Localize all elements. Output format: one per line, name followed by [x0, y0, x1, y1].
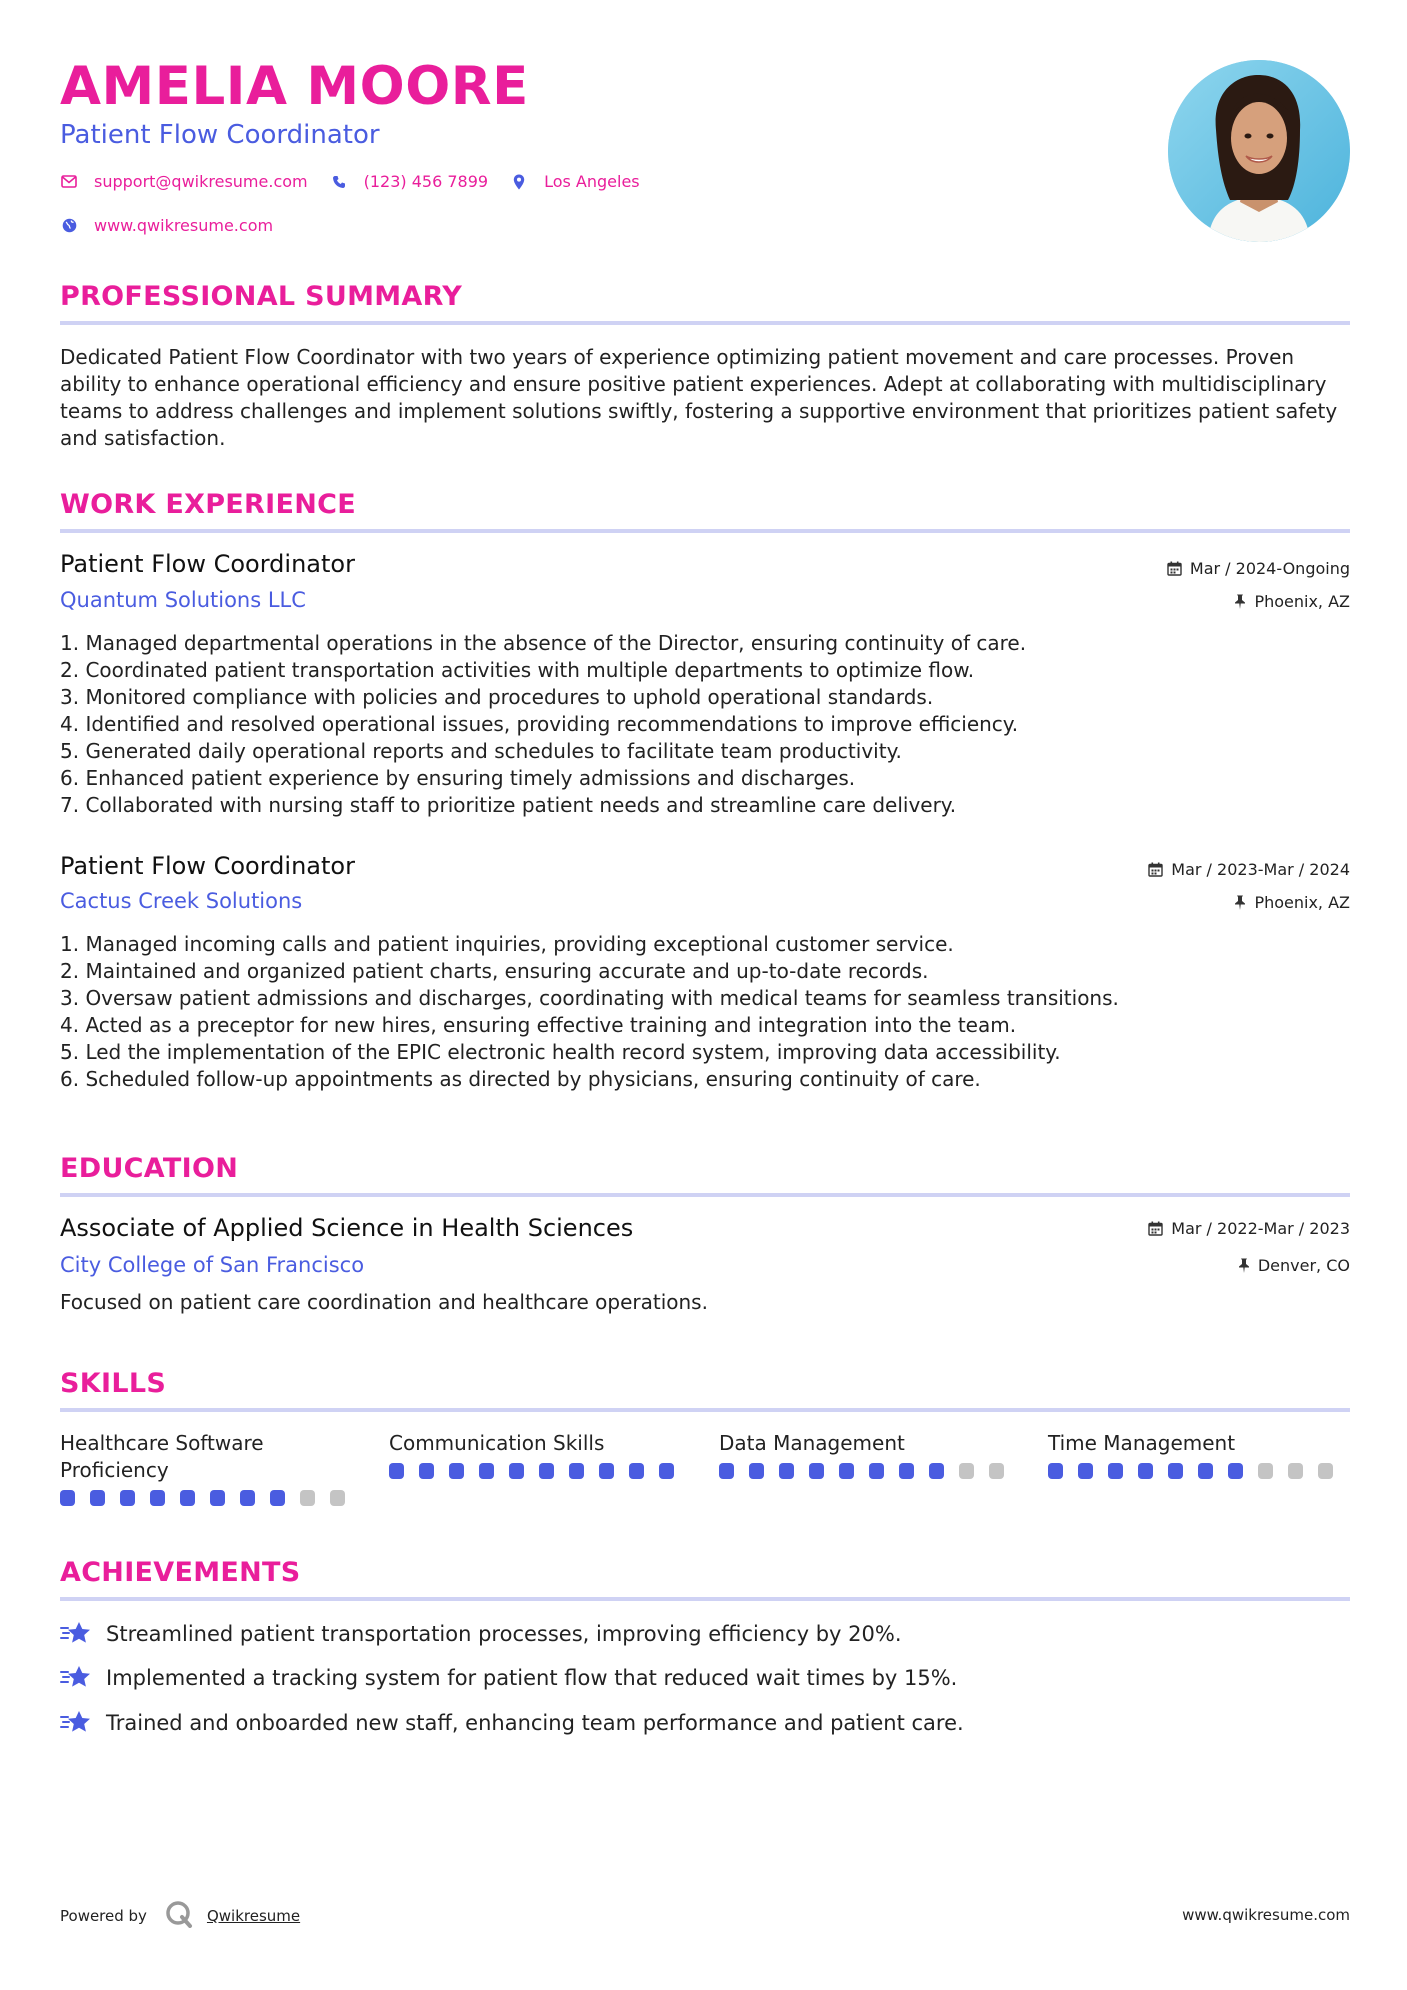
- list-item: 5. Generated daily operational reports and schedules to facilitate team productivity.: [60, 739, 902, 763]
- contact-email[interactable]: [60, 172, 308, 191]
- website-text: www.qwikresume.com: [94, 216, 274, 235]
- profile-photo: [1168, 60, 1350, 242]
- email-text: support@qwikresume.com: [94, 172, 308, 191]
- candidate-role: Patient Flow Coordinator: [60, 120, 380, 150]
- education-location-text: Denver, CO: [1257, 1256, 1350, 1275]
- globe-icon: [60, 217, 78, 235]
- qwikresume-logo-icon: [165, 1900, 193, 1932]
- rating-dot-empty: [959, 1463, 974, 1479]
- list-item: 6. Enhanced patient experience by ensuring timely admissions and discharges.: [60, 766, 856, 790]
- rating-dot-filled: [599, 1463, 614, 1479]
- rating-dot-filled: [1168, 1463, 1183, 1479]
- pushpin-icon: [1234, 895, 1246, 910]
- powered-by-label: Powered by: [60, 1907, 147, 1925]
- section-divider: [60, 529, 1350, 533]
- degree-title: Associate of Applied Science in Health Sciences: [60, 1214, 634, 1242]
- rating-dot-empty: [989, 1463, 1004, 1479]
- contact-website[interactable]: [60, 216, 273, 235]
- rating-dot-filled: [779, 1463, 794, 1479]
- rating-dot-filled: [1048, 1463, 1063, 1479]
- skill-item: [719, 1430, 1019, 1479]
- rating-dot-filled: [839, 1463, 854, 1479]
- achievement-item: [60, 1664, 957, 1692]
- achievement-text: Trained and onboarded new staff, enhancing team performance and patient care.: [106, 1711, 964, 1735]
- achievement-item: [60, 1620, 902, 1648]
- contact-phone[interactable]: [330, 172, 488, 191]
- rating-dot-filled: [180, 1490, 195, 1506]
- skill-name: Data Management: [719, 1431, 905, 1455]
- rating-dot-filled: [150, 1490, 165, 1506]
- job-title: Patient Flow Coordinator: [60, 852, 355, 880]
- list-item: 4. Acted as a preceptor for new hires, ensuring effective training and integration into the team.: [60, 1013, 1017, 1037]
- skill-rating: [389, 1463, 689, 1479]
- rating-dot-filled: [1108, 1463, 1123, 1479]
- list-item: 6. Scheduled follow-up appointments as directed by physicians, ensuring continuity of care.: [60, 1067, 981, 1091]
- candidate-name: AMELIA MOORE: [60, 56, 529, 117]
- rating-dot-filled: [569, 1463, 584, 1479]
- rating-dot-filled: [90, 1490, 105, 1506]
- calendar-icon: [1167, 561, 1182, 576]
- skill-item: [60, 1430, 360, 1506]
- pushpin-icon: [1238, 1258, 1250, 1273]
- job-location-text: Phoenix, AZ: [1254, 893, 1350, 912]
- rating-dot-filled: [449, 1463, 464, 1479]
- rating-dot-filled: [210, 1490, 225, 1506]
- list-item: 4. Identified and resolved operational issues, providing recommendations to improve efficiency.: [60, 712, 1019, 736]
- skill-name: Time Management: [1048, 1431, 1236, 1455]
- skill-name: Healthcare Software Proficiency: [60, 1431, 264, 1482]
- star-icon: [60, 1664, 92, 1692]
- footer-website[interactable]: www.qwikresume.com: [1182, 1906, 1350, 1924]
- rating-dot-filled: [1138, 1463, 1153, 1479]
- section-divider: [60, 1597, 1350, 1601]
- star-icon: [60, 1620, 92, 1648]
- rating-dot-empty: [330, 1490, 345, 1506]
- job-bullets: [60, 931, 1350, 1093]
- phone-text: (123) 456 7899: [363, 172, 489, 191]
- job-location-text: Phoenix, AZ: [1254, 592, 1350, 611]
- section-title-education: EDUCATION: [60, 1153, 239, 1184]
- rating-dot-filled: [120, 1490, 135, 1506]
- rating-dot-filled: [479, 1463, 494, 1479]
- summary-text: Dedicated Patient Flow Coordinator with two years of experience optimizing patient movement and care processes. Proven ability to enhance operational efficiency and ensure positive patient experiences. Adept at collaborating with multidisciplinary teams to address challenges and implement solutions swiftly, fostering a supportive environment that prioritizes patient safety and satisfaction.: [60, 345, 1338, 450]
- rating-dot-filled: [1078, 1463, 1093, 1479]
- pushpin-icon: [1234, 594, 1246, 609]
- education-dates-text: Mar / 2022-Mar / 2023: [1171, 1219, 1350, 1238]
- list-item: 3. Monitored compliance with policies and procedures to uphold operational standards.: [60, 685, 934, 709]
- list-item: 1. Managed incoming calls and patient inquiries, providing exceptional customer service.: [60, 932, 954, 956]
- skill-rating: [719, 1463, 1019, 1479]
- rating-dot-filled: [240, 1490, 255, 1506]
- rating-dot-filled: [539, 1463, 554, 1479]
- section-title-achievements: ACHIEVEMENTS: [60, 1557, 301, 1588]
- skill-item: [1048, 1430, 1348, 1479]
- skill-rating: [1048, 1463, 1348, 1479]
- rating-dot-filled: [929, 1463, 944, 1479]
- skill-rating: [60, 1490, 360, 1506]
- job-dates: [1167, 559, 1350, 578]
- calendar-icon: [1148, 862, 1163, 877]
- rating-dot-empty: [1258, 1463, 1273, 1479]
- phone-icon: [330, 173, 348, 191]
- job-location: [1234, 893, 1350, 912]
- section-title-experience: WORK EXPERIENCE: [60, 489, 356, 520]
- education-description: Focused on patient care coordination and healthcare operations.: [60, 1290, 708, 1314]
- job-dates: [1148, 860, 1350, 879]
- rating-dot-empty: [1288, 1463, 1303, 1479]
- job-title: Patient Flow Coordinator: [60, 550, 355, 578]
- job-dates-text: Mar / 2023-Mar / 2024: [1171, 860, 1350, 879]
- job-company: Cactus Creek Solutions: [60, 889, 303, 913]
- map-pin-icon: [510, 173, 528, 191]
- rating-dot-filled: [869, 1463, 884, 1479]
- rating-dot-empty: [300, 1490, 315, 1506]
- education-dates: [1148, 1219, 1350, 1238]
- rating-dot-filled: [659, 1463, 674, 1479]
- rating-dot-filled: [419, 1463, 434, 1479]
- achievement-text: Streamlined patient transportation processes, improving efficiency by 20%.: [106, 1622, 902, 1646]
- rating-dot-filled: [509, 1463, 524, 1479]
- skill-item: [389, 1430, 689, 1479]
- job-dates-text: Mar / 2024-Ongoing: [1189, 559, 1350, 578]
- contact-location: [510, 172, 640, 191]
- skill-name: Communication Skills: [389, 1431, 605, 1455]
- brand-link[interactable]: Qwikresume: [206, 1907, 301, 1925]
- job-location: [1234, 592, 1350, 611]
- list-item: 2. Coordinated patient transportation activities with multiple departments to optimize flow.: [60, 658, 975, 682]
- rating-dot-filled: [1228, 1463, 1243, 1479]
- envelope-icon: [60, 173, 78, 191]
- contact-row: [60, 172, 662, 191]
- list-item: 5. Led the implementation of the EPIC electronic health record system, improving data accessibility.: [60, 1040, 1061, 1064]
- achievement-text: Implemented a tracking system for patient flow that reduced wait times by 15%.: [106, 1666, 958, 1690]
- calendar-icon: [1148, 1221, 1163, 1236]
- achievement-item: [60, 1709, 964, 1737]
- rating-dot-filled: [749, 1463, 764, 1479]
- rating-dot-filled: [899, 1463, 914, 1479]
- rating-dot-empty: [1318, 1463, 1333, 1479]
- section-title-skills: SKILLS: [60, 1368, 167, 1399]
- job-bullets: [60, 630, 1350, 819]
- rating-dot-filled: [60, 1490, 75, 1506]
- rating-dot-filled: [389, 1463, 404, 1479]
- job-company: Quantum Solutions LLC: [60, 588, 306, 612]
- section-divider: [60, 1193, 1350, 1197]
- list-item: 1. Managed departmental operations in the absence of the Director, ensuring continuity of care.: [60, 631, 1027, 655]
- list-item: 2. Maintained and organized patient charts, ensuring accurate and up-to-date records.: [60, 959, 929, 983]
- section-divider: [60, 1408, 1350, 1412]
- rating-dot-filled: [809, 1463, 824, 1479]
- education-location: [1238, 1256, 1350, 1275]
- rating-dot-filled: [719, 1463, 734, 1479]
- section-title-summary: PROFESSIONAL SUMMARY: [60, 281, 463, 312]
- list-item: 7. Collaborated with nursing staff to prioritize patient needs and streamline care delivery.: [60, 793, 957, 817]
- location-text: Los Angeles: [544, 172, 640, 191]
- list-item: 3. Oversaw patient admissions and discharges, coordinating with medical teams for seamless transitions.: [60, 986, 1119, 1010]
- footer-powered-by: [60, 1900, 300, 1932]
- rating-dot-filled: [629, 1463, 644, 1479]
- star-icon: [60, 1709, 92, 1737]
- section-divider: [60, 321, 1350, 325]
- school-name: City College of San Francisco: [60, 1253, 365, 1277]
- rating-dot-filled: [1198, 1463, 1213, 1479]
- rating-dot-filled: [270, 1490, 285, 1506]
